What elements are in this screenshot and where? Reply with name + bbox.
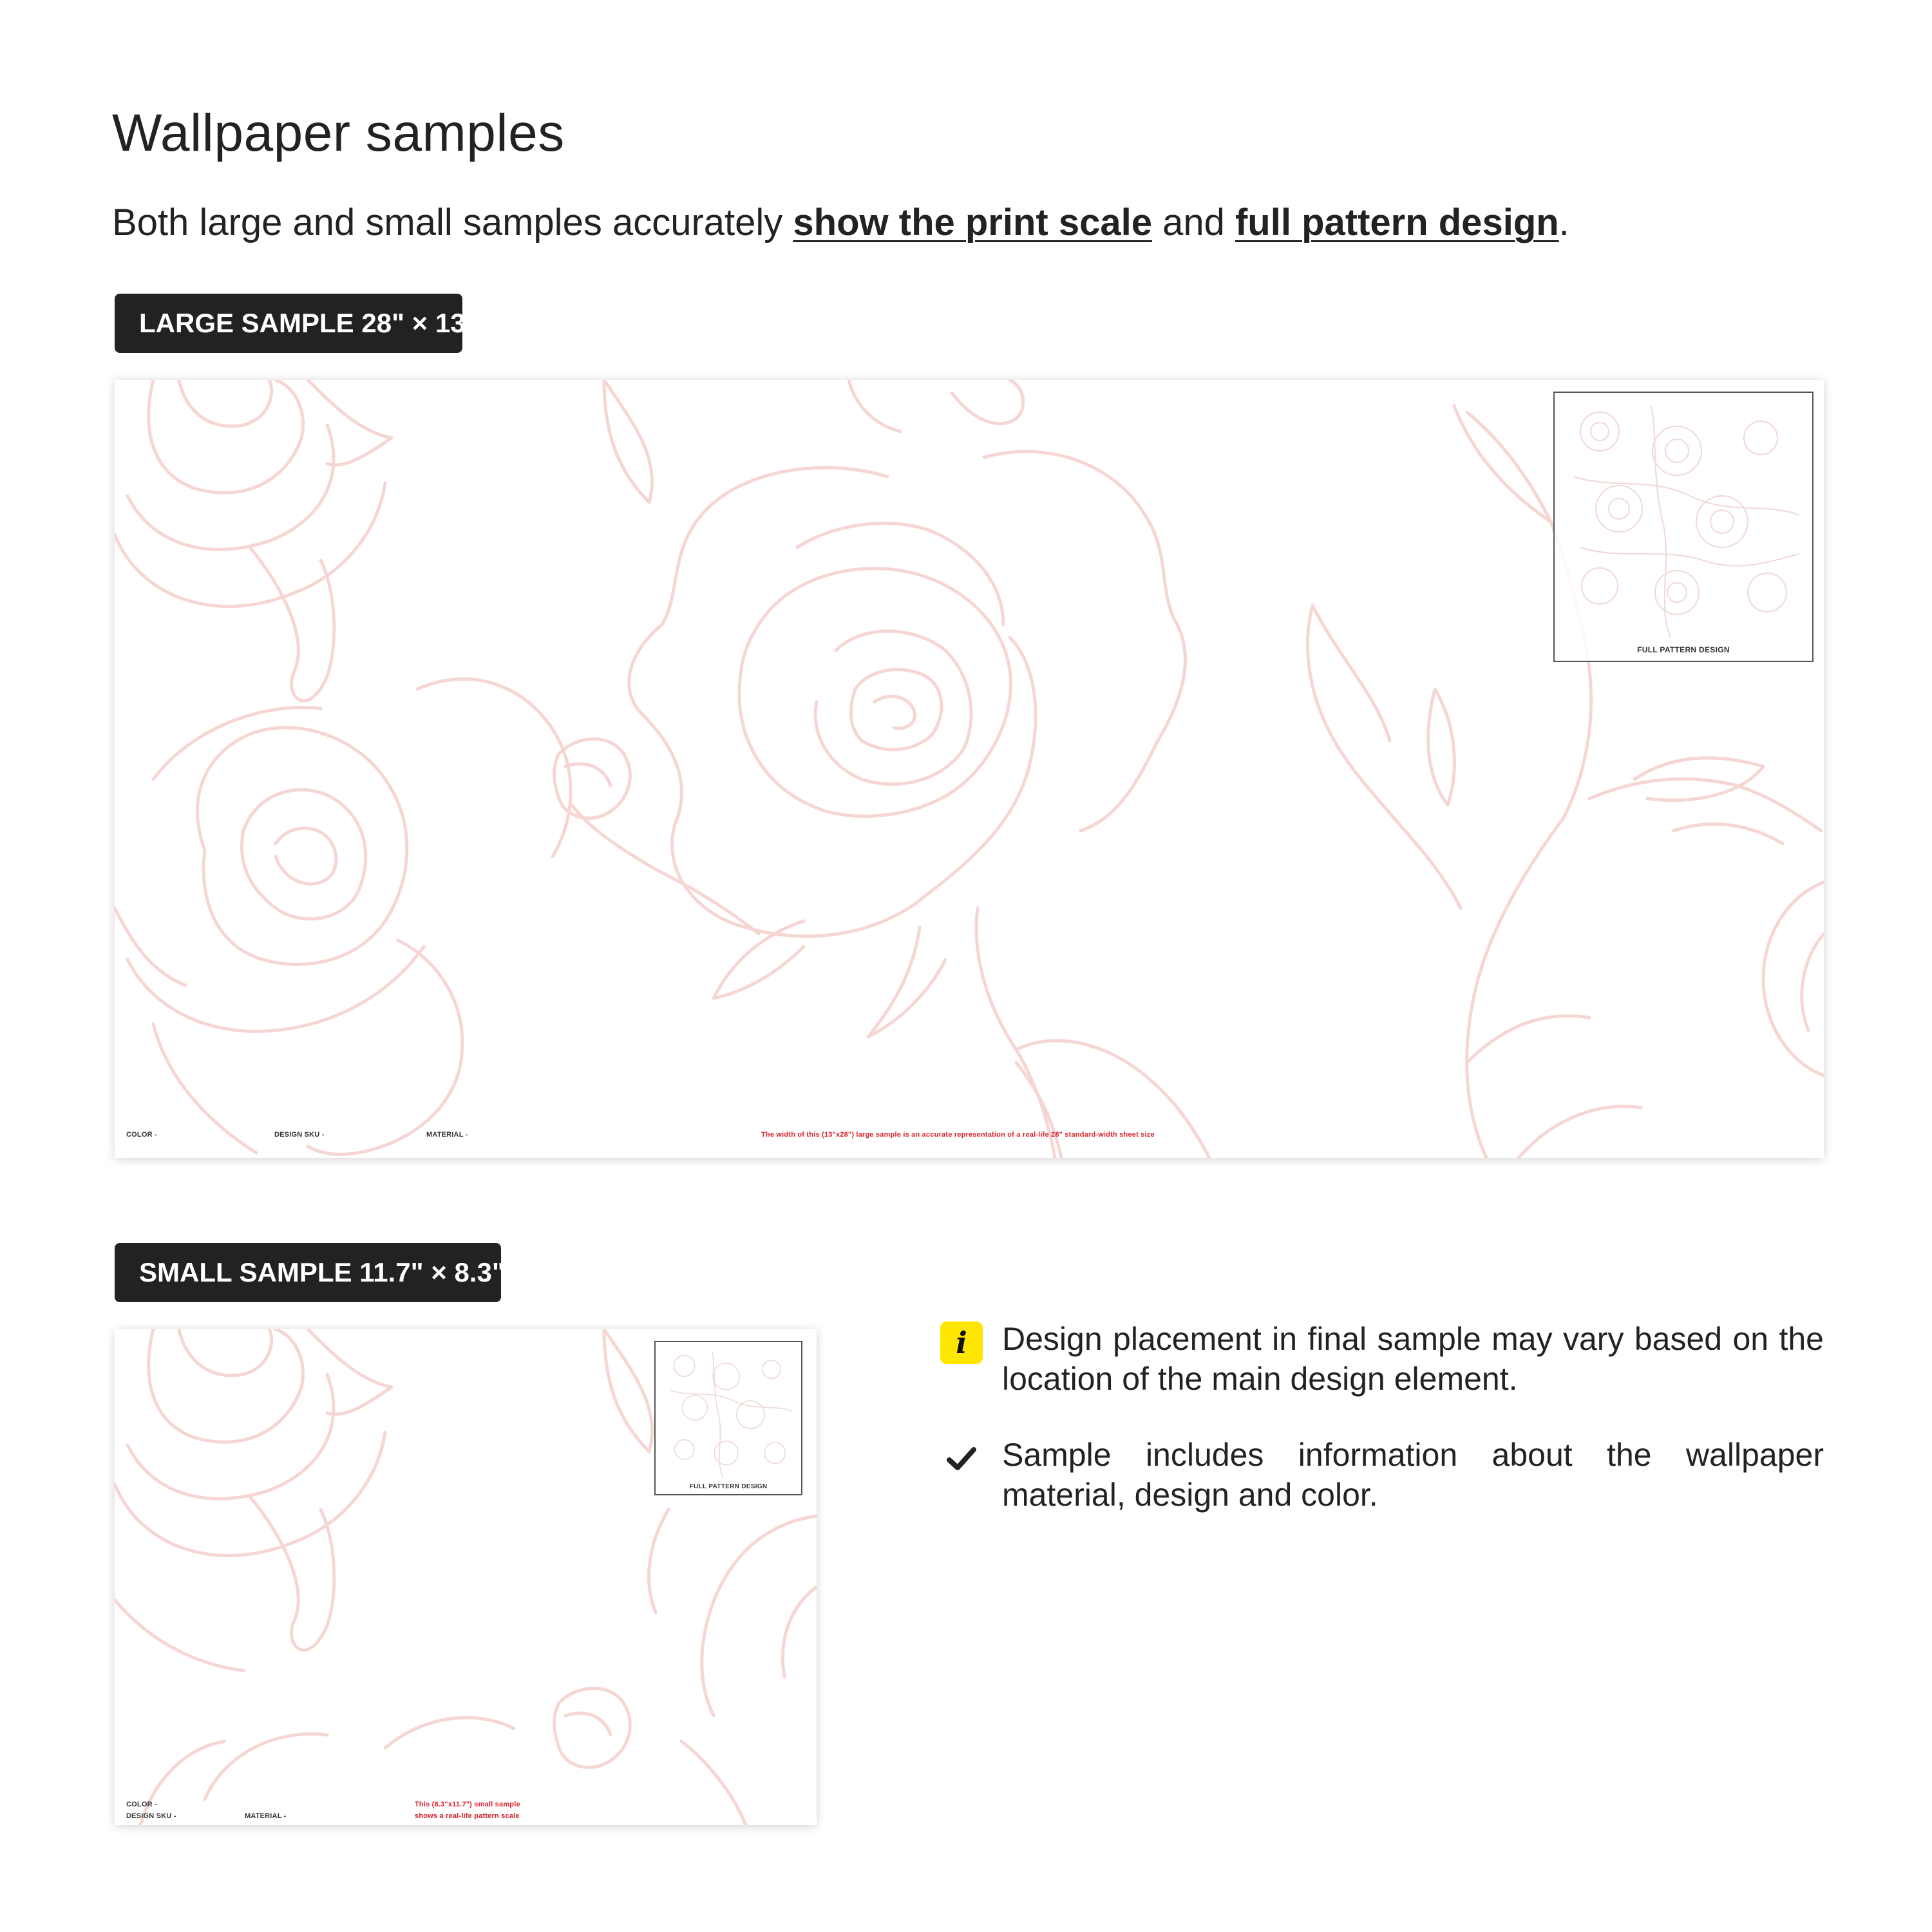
design-sku-field-label: DESIGN SKU - [274,1131,325,1139]
full-pattern-thumbnail-small [662,1349,797,1477]
subtitle-text-end: . [1558,202,1569,243]
checkmark-icon [940,1437,983,1480]
color-field-label: COLOR - [126,1131,157,1139]
page-title: Wallpaper samples [112,104,565,162]
material-field-label: MATERIAL - [426,1131,468,1139]
small-scale-note-line2: shows a real-life pattern scale [415,1812,520,1820]
small-sample-badge: SMALL SAMPLE 11.7" × 8.3" [115,1243,501,1302]
small-scale-note-line1: This (8.3"x11.7") small sample [415,1801,520,1808]
full-pattern-thumbnail-large [1561,399,1806,638]
full-pattern-link[interactable]: full pattern design [1235,202,1559,243]
full-pattern-label: FULL PATTERN DESIGN [1637,645,1730,654]
large-full-pattern-inset [1553,392,1814,662]
large-sample-preview [115,380,1824,1158]
included-info-note [940,1435,1824,1515]
full-pattern-label-small: FULL PATTERN DESIGN [689,1483,768,1490]
small-sample-preview [115,1329,817,1825]
small-color-field-label: COLOR - [126,1801,157,1808]
info-icon: i [940,1321,983,1364]
included-info-text: Sample includes information about the wallpaper material, design and color. [1002,1437,1824,1513]
print-scale-link[interactable]: show the print scale [793,202,1152,243]
placement-note-text: Design placement in final sample may vary based on the location of the main design element. [1002,1321,1824,1397]
placement-note [940,1319,1824,1399]
small-material-field-label: MATERIAL - [245,1812,287,1820]
large-sample-badge: LARGE SAMPLE 28" × 13" [115,294,462,353]
small-design-sku-field-label: DESIGN SKU - [126,1812,176,1820]
subtitle-text-middle: and [1151,202,1235,243]
scale-accuracy-note: The width of this (13"x28") large sample is an accurate representation of a real-life 28" standard-width sheet size [761,1131,1155,1139]
page-subtitle [112,201,1569,244]
small-full-pattern-inset [654,1341,802,1495]
subtitle-text-start: Both large and small samples accurately [112,202,793,243]
